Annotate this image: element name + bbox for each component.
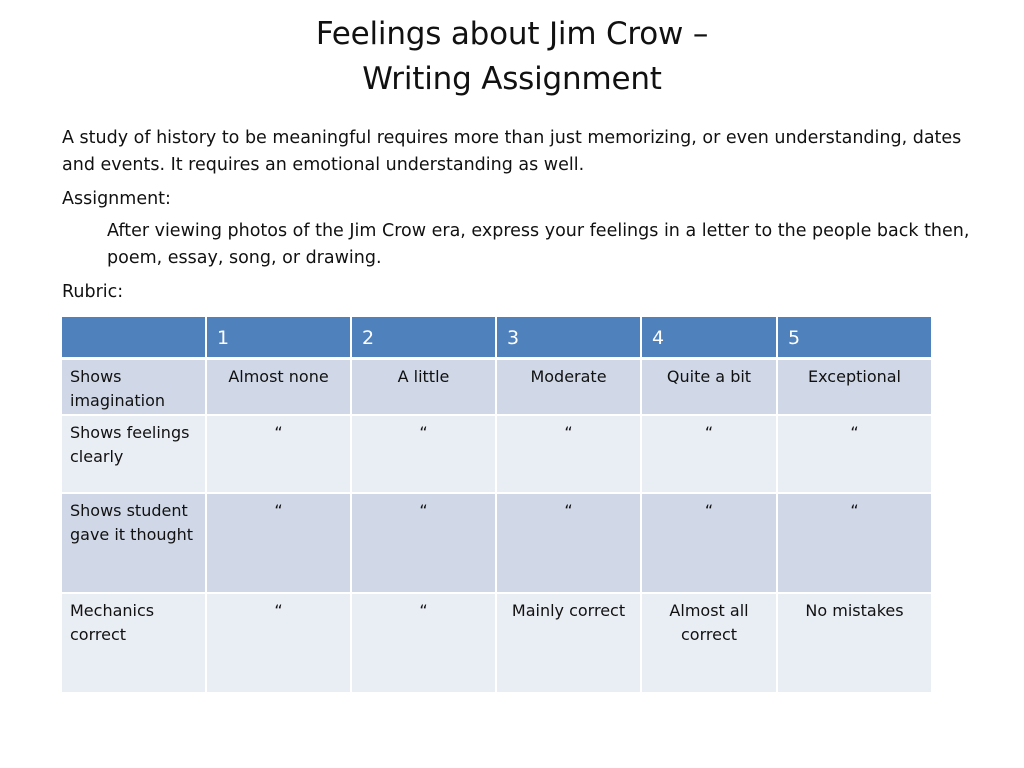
header-cell-criteria	[61, 316, 206, 358]
intro-paragraph: A study of history to be meaningful requires more than just memorizing, or even understanding, dates and events. It requires an emotional understanding as well.	[62, 128, 962, 175]
rubric-row-mechanics	[61, 593, 932, 693]
score-cell: Mainly correct	[496, 593, 641, 693]
rubric-row-thought	[61, 493, 932, 593]
header-cell-score-2: 2	[351, 316, 496, 358]
score-cell: Quite a bit	[641, 358, 777, 415]
score-cell: “	[351, 415, 496, 493]
score-cell: “	[641, 415, 777, 493]
assignment-text: After viewing photos of the Jim Crow era, express your feelings in a letter to the people back then, poem, essay, song, or drawing.	[107, 221, 970, 268]
slide-title	[0, 12, 1024, 102]
rubric-label: Rubric:	[62, 282, 124, 302]
score-cell: No mistakes	[777, 593, 932, 693]
header-cell-score-3: 3	[496, 316, 641, 358]
score-cell: “	[351, 593, 496, 693]
header-cell-score-4: 4	[641, 316, 777, 358]
rubric-row-imagination	[61, 358, 932, 415]
score-cell: Moderate	[496, 358, 641, 415]
score-cell: “	[496, 415, 641, 493]
score-cell: “	[777, 493, 932, 593]
assignment-label: Assignment:	[62, 189, 171, 209]
criterion-cell: Shows feelings clearly	[61, 415, 206, 493]
header-cell-score-5: 5	[777, 316, 932, 358]
score-cell: Almost all correct	[641, 593, 777, 693]
score-cell: Almost none	[206, 358, 351, 415]
score-cell: A little	[351, 358, 496, 415]
criterion-cell: Shows student gave it thought	[61, 493, 206, 593]
score-cell: “	[206, 415, 351, 493]
rubric-table	[60, 315, 933, 694]
criterion-cell: Mechanics correct	[61, 593, 206, 693]
score-cell: “	[206, 593, 351, 693]
criterion-cell: Shows imagination	[61, 358, 206, 415]
score-cell: “	[206, 493, 351, 593]
title-line-2: Writing Assignment	[362, 61, 662, 97]
rubric-header-row	[61, 316, 932, 358]
score-cell: “	[777, 415, 932, 493]
score-cell: “	[351, 493, 496, 593]
score-cell: “	[496, 493, 641, 593]
score-cell: Exceptional	[777, 358, 932, 415]
header-cell-score-1: 1	[206, 316, 351, 358]
title-line-1: Feelings about Jim Crow –	[315, 16, 709, 52]
score-cell: “	[641, 493, 777, 593]
rubric-row-feelings	[61, 415, 932, 493]
